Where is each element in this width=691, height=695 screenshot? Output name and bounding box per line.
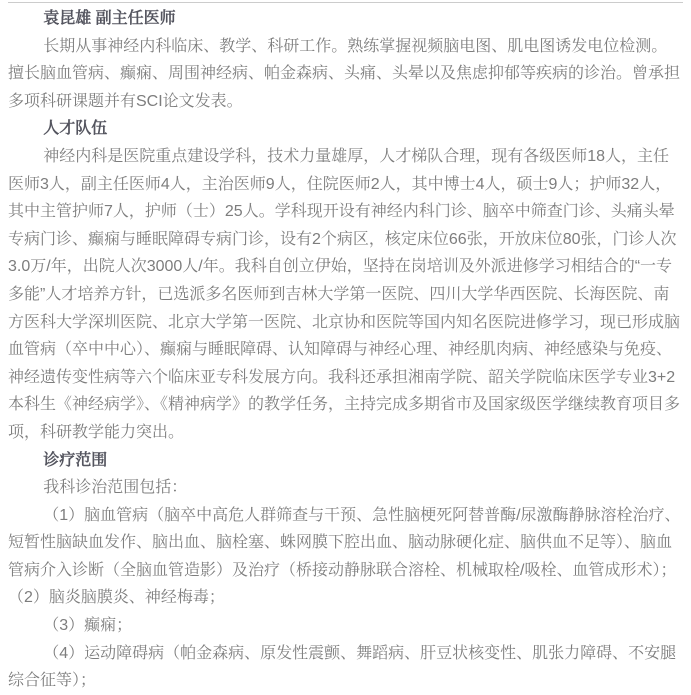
- team-paragraph: 神经内科是医院重点建设学科，技术力量雄厚，人才梯队合理，现有各级医师18人，主任医师3人，副主任医师4人，主治医师9人，住院医师2人，其中博士4人，硕士9人；护师32人，其中主管护师7人，护师（士）25人。学科现开设有神经内科门诊、脑卒中筛查门诊、头痛头晕专病门诊、癫痫与睡眠障碍专病门诊，设有2个病区，核定床位66张，开放床位80张，门诊人次3.0万/年，出院人次3000人/年。我科自创立伊始，坚持在岗培训及外派进修学习相结合的“一专多能”人才培养方针，已选派多名医师到吉林大学第一医院、四川大学华西医院、长海医院、南方医科大学深圳医院、北京大学第一医院、北京协和医院等国内知名医院进修学习，现已形成脑血管病（卒中中心）、癫痫与睡眠障碍、认知障碍与神经心理、神经肌肉病、神经感染与免疫、神经遗传变性病等六个临床亚专科发展方向。我科还承担湘南学院、韶关学院临床医学专业3+2本科生《神经病学》、《精神病学》的教学任务，主持完成多期省市及国家级医学继续教育项目多项，科研教学能力突出。: [8, 147, 681, 441]
- doctor-name-heading: 袁昆雄 副主任医师: [43, 10, 176, 27]
- scope-item-paragraph: （3）癫痫；: [43, 617, 133, 635]
- section-heading-scope: 诊疗范围: [43, 451, 108, 469]
- scope-item-paragraph: （4）运动障碍病（帕金森病、原发性震颤、舞蹈病、肝豆状核变性、肌张力障碍、不安腿综合征等）；: [8, 644, 677, 690]
- top-divider: [8, 2, 683, 3]
- doctor-bio-paragraph: 长期从事神经内科临床、教学、科研工作。熟练掌握视频脑电图、肌电图诱发电位检测。擅长脑血管病、癫痫、周围神经病、帕金森病、头痛、头晕以及焦虑抑郁等疾病的诊治。曾承担多项科研课题并有SCI论文发表。: [8, 37, 681, 110]
- scope-item-paragraph: （1）脑血管病（脑卒中高危人群筛查与干预、急性脑梗死阿替普酶/尿激酶静脉溶栓治疗、短暂性脑缺血发作、脑出血、脑栓塞、蛛网膜下腔出血、脑动脉硬化症、脑供血不足等）、脑血管病介入诊断（全脑血管造影）及治疗（桥接动静脉联合溶栓、机械取栓/吸栓、血管成形术）；（2）脑炎脑膜炎、神经梅毒；: [8, 506, 681, 607]
- section-heading-team: 人才队伍: [43, 120, 108, 138]
- scope-intro-paragraph: 我科诊治范围包括：: [43, 479, 188, 497]
